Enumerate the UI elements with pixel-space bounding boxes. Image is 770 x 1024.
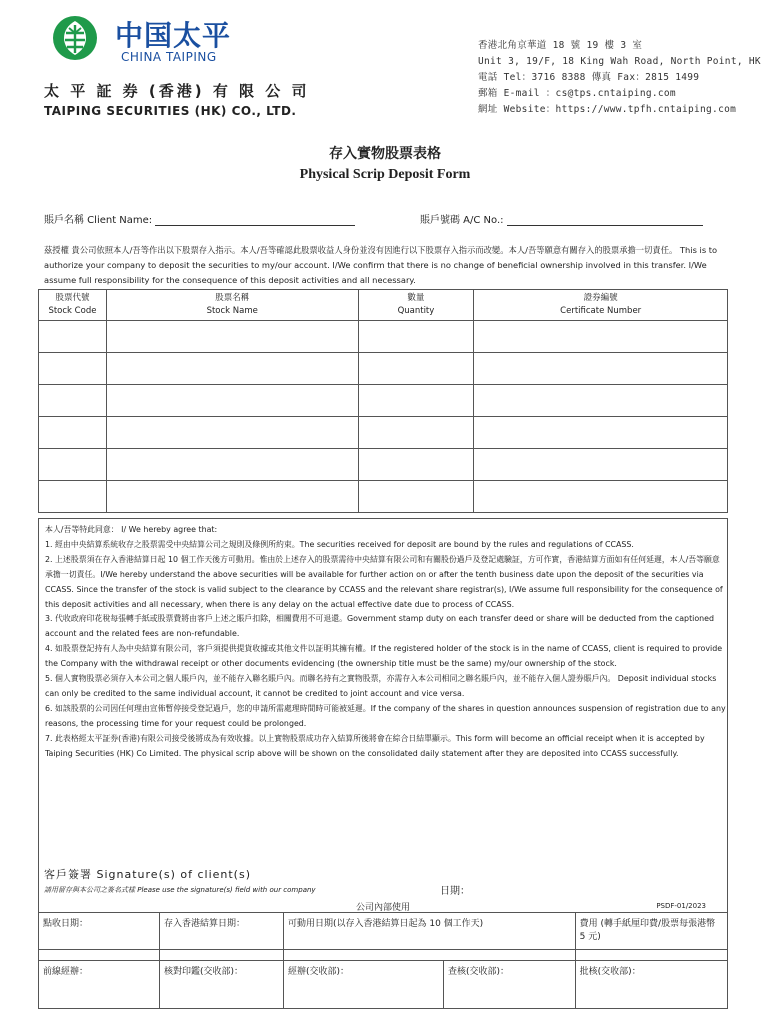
company-name-en: TAIPING SECURITIES (HK) CO., LTD. bbox=[44, 104, 297, 118]
column-header bbox=[358, 290, 474, 321]
column-header bbox=[39, 290, 107, 321]
table-cell[interactable] bbox=[474, 481, 728, 513]
table-cell[interactable] bbox=[106, 481, 358, 513]
table-cell[interactable] bbox=[358, 481, 474, 513]
table-cell[interactable] bbox=[39, 417, 107, 449]
authorization-declaration: 茲授權 貴公司依照本人/吾等作出以下股票存入指示。本人/吾等確認此股票收益人身份並沒有因進行以下股票存入指示而改變。本人/吾等願意有關存入的股票承擔一切責任。 This is to authorize your company to deposit the securities to my/our account. I/We confirm that there is no change of beneficial ownership involved in this transfer. I/We assume full responsibility for the consequence of this deposit activities and all necessary. bbox=[44, 245, 718, 285]
column-header-en: Certificate Number bbox=[560, 306, 642, 316]
terms-item: 6. 如該股票的公司因任何理由宣佈暫停接受登記過戶，您的申請所需處理時間時可能被延遲。If the company of the shares in question announces suspension of registration due to any reasons, the processing time for your request could be prolonged. bbox=[45, 703, 726, 728]
china-taiping-logo-icon bbox=[52, 15, 98, 61]
ccass-deposit-date-cell[interactable]: 存入香港結算日期： bbox=[160, 913, 284, 961]
signature-label: 客戶簽署 Signature(s) of client(s) bbox=[44, 868, 251, 881]
stock-deposit-table bbox=[38, 289, 728, 513]
table-cell[interactable] bbox=[106, 385, 358, 417]
table-cell[interactable] bbox=[474, 321, 728, 353]
table-row[interactable] bbox=[39, 449, 728, 481]
column-header-cn: 股票名稱 bbox=[215, 293, 250, 303]
address-line: 香港北角京華道 18 號 19 樓 3 室 bbox=[478, 40, 643, 51]
table-cell[interactable] bbox=[358, 321, 474, 353]
terms-item: 4. 如股票登記持有人為中央結算有限公司，客戶須提供提貨收據或其他文件以証明其擁有權。If the registered holder of the stock is in the name of CCASS, client is required to provide the Company with the withdrawal receipt or other documents evidencing (the ownership title must be the same) my/our ownership of the stock. bbox=[45, 644, 723, 669]
table-cell[interactable] bbox=[106, 449, 358, 481]
table-row[interactable] bbox=[39, 385, 728, 417]
logo-english-text: CHINA TAIPING bbox=[121, 50, 217, 64]
form-title-cn: 存入實物股票表格 bbox=[329, 146, 441, 162]
table-row[interactable] bbox=[39, 481, 728, 513]
table-cell[interactable] bbox=[474, 353, 728, 385]
column-header-en: Quantity bbox=[397, 306, 435, 316]
signature-note: 請用留存與本公司之簽名式樣 Please use the signature(s) field with our company bbox=[44, 886, 316, 894]
terms-text bbox=[45, 523, 727, 762]
terms-intro: 本人/吾等特此同意： I/ We hereby agree that: bbox=[45, 525, 218, 534]
website-line: 網址 Website：https://www.tpfh.cntaiping.com bbox=[478, 104, 737, 115]
client-name-input-line[interactable] bbox=[155, 214, 355, 226]
form-code: PSDF-01/2023 bbox=[656, 902, 706, 910]
logo-chinese-text: 中国太平 bbox=[115, 19, 232, 52]
column-header-en: Stock Name bbox=[206, 306, 258, 316]
address-line: Unit 3, 19/F, 18 King Wah Road, North Point, HK bbox=[478, 56, 761, 67]
table-cell[interactable] bbox=[474, 449, 728, 481]
terms-item: 1. 經由中央結算系統收存之股票需受中央結算公司之規則及條例所約束。The securities received for deposit are bound by the rules and regulations of CCASS. bbox=[45, 539, 634, 549]
settlement-check-cell[interactable]: 查核(交收部)： bbox=[444, 961, 576, 1009]
table-cell[interactable] bbox=[358, 449, 474, 481]
table-cell[interactable] bbox=[106, 321, 358, 353]
column-header-cn: 股票代號 bbox=[55, 293, 90, 303]
receive-date-cell[interactable]: 點收日期： bbox=[39, 913, 160, 961]
table-row[interactable] bbox=[39, 417, 728, 449]
internal-use-section bbox=[38, 900, 728, 1018]
phone-fax-line: 電話 Tel：3716 8388 傳真 Fax：2815 1499 bbox=[478, 72, 700, 83]
column-header bbox=[106, 290, 358, 321]
table-row bbox=[39, 961, 728, 1009]
column-header-cn: 證券編號 bbox=[583, 293, 618, 303]
terms-item: 3. 代收政府印花稅每張轉手紙或股票費將由客戶上述之賬戶扣除，相關費用不可退還。Government stamp duty on each transfer deed or share will be deducted from the captioned account and the related fees are non-refundable. bbox=[45, 614, 715, 639]
signature-date-label[interactable]: 日期： bbox=[440, 886, 470, 897]
table-cell[interactable] bbox=[39, 321, 107, 353]
form-title-en: Physical Scrip Deposit Form bbox=[299, 167, 471, 182]
table-cell[interactable] bbox=[358, 385, 474, 417]
table-cell[interactable] bbox=[358, 417, 474, 449]
email-line: 郵箱 E-mail ：cs@tps.cntaiping.com bbox=[478, 88, 676, 99]
table-cell[interactable] bbox=[474, 385, 728, 417]
internal-use-table bbox=[38, 912, 728, 1009]
table-row bbox=[39, 913, 728, 961]
signature-verify-cell[interactable]: 核對印鑑(交收部)： bbox=[160, 961, 284, 1009]
table-cell[interactable] bbox=[358, 353, 474, 385]
settlement-handler-cell[interactable]: 經辦(交收部)： bbox=[284, 961, 444, 1009]
settlement-approve-cell[interactable]: 批核(交收部)： bbox=[575, 961, 727, 1009]
table-row[interactable] bbox=[39, 321, 728, 353]
table-cell[interactable] bbox=[106, 417, 358, 449]
column-header bbox=[474, 290, 728, 321]
client-name-label: 賬戶名稱 Client Name: bbox=[44, 215, 153, 226]
account-no-label: 賬戶號碼 A/C No.: bbox=[420, 215, 504, 226]
available-date-cell[interactable]: 可動用日期(以存入香港結算日起為 10 個工作天) bbox=[284, 913, 576, 961]
terms-item: 5. 個人實物股票必須存入本公司之個人賬戶內，並不能存入聯名賬戶內。而聯名持有之實物股票，亦需存入本公司相同之聯名賬戶內，並不能存入個人證券賬戶內。 Deposit individual stocks can only be credited to the same individual account, it cannot be credited to joint account and vice versa. bbox=[45, 674, 717, 698]
table-cell[interactable] bbox=[474, 417, 728, 449]
front-line-handler-cell[interactable]: 前線經辦： bbox=[39, 961, 160, 1009]
table-row[interactable] bbox=[39, 353, 728, 385]
table-cell[interactable] bbox=[106, 353, 358, 385]
terms-item: 7. 此表格經太平証券(香港)有限公司接受後將成為有效收據。以上實物股票成功存入結算所後將會在綜合日結單顯示。This form will become an official receipt when it is accepted by Taiping Securities (HK) Co Limited. The physical scrip above will be shown on the consolidated daily statement after they are deposited into CCASS successfully. bbox=[45, 733, 705, 758]
account-no-input-line[interactable] bbox=[507, 214, 703, 226]
table-cell[interactable] bbox=[39, 385, 107, 417]
table-cell[interactable] bbox=[39, 353, 107, 385]
terms-item: 2. 上述股票須在存入香港結算日起 10 個工作天後方可動用。惟由於上述存入的股票需待中央結算有限公司和有關股份過戶及登記處驗証，方可作實，香港結算方面如有任何延遲，本人/吾等願意承擔一切責任。I/We hereby understand the above securities will be available for further action on or after the tenth business date upon the deposit of the securities via CCASS. Since the transfer of the stock is valid subject to the clearance by CCASS and the relevant share registrar(s), I/We assume full responsibility for the consequence of this deposit activities and all necessary, when there is any delay on the actual effective date due to process of CCASS. bbox=[45, 554, 723, 609]
table-cell[interactable] bbox=[39, 481, 107, 513]
client-name-field[interactable] bbox=[44, 211, 355, 226]
account-no-field[interactable] bbox=[420, 211, 703, 226]
company-name-cn: 太 平 証 券 (香港) 有 限 公 司 bbox=[44, 82, 310, 100]
table-header-row bbox=[39, 290, 728, 321]
internal-use-title: 公司內部使用 bbox=[355, 903, 410, 913]
company-address-block bbox=[478, 38, 761, 118]
column-header-cn: 數量 bbox=[407, 293, 425, 303]
column-header-en: Stock Code bbox=[48, 306, 97, 316]
fee-cell[interactable]: 費用 (轉手紙厘印費/股票每張港幣 5 元) bbox=[575, 913, 727, 961]
table-cell[interactable] bbox=[39, 449, 107, 481]
